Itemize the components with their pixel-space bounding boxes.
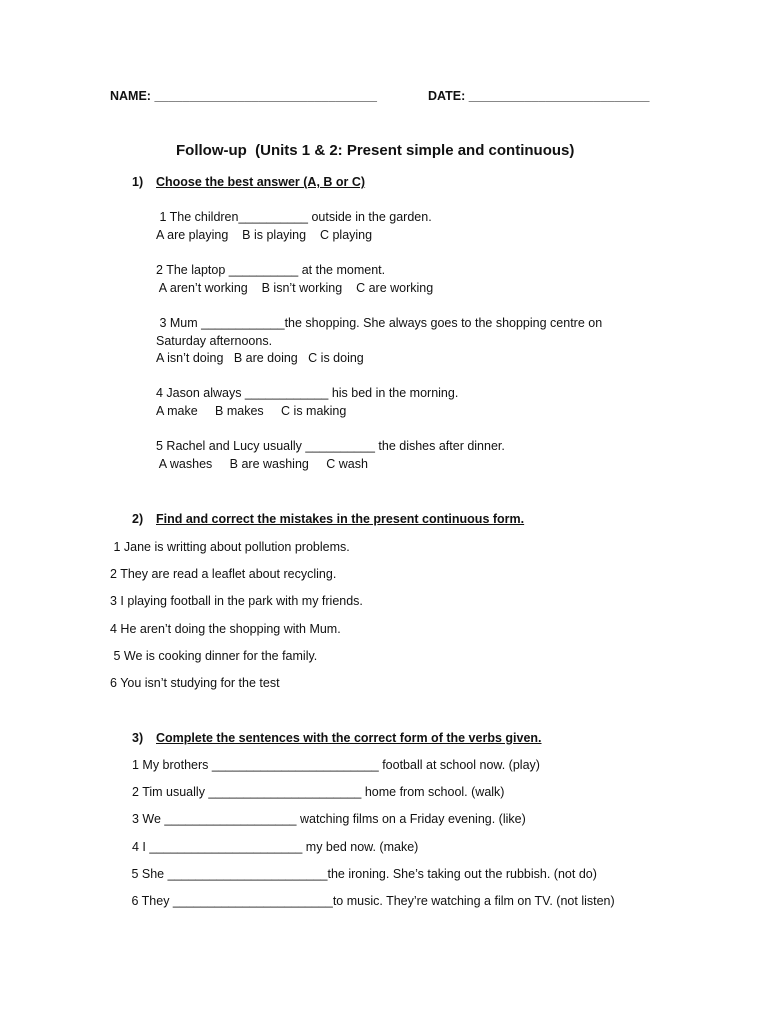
mistake-item: 2 They are read a leaflet about recycling.: [110, 567, 337, 581]
completion-item[interactable]: 4 I ______________________ my bed now. (make): [132, 840, 419, 854]
section3-instruction: Complete the sentences with the correct form of the verbs given.: [156, 731, 542, 745]
section2-number: 2): [132, 512, 144, 526]
mistake-item: 3 I playing football in the park with my friends.: [110, 594, 363, 608]
mistake-item: 4 He aren’t doing the shopping with Mum.: [110, 622, 341, 636]
completion-item[interactable]: 6 They _______________________to music. They’re watching a film on TV. (not listen): [128, 894, 615, 908]
question-4: 4 Jason always ____________ his bed in the morning.: [156, 386, 459, 400]
question-3-options[interactable]: A isn’t doing B are doing C is doing: [156, 351, 364, 365]
section1-number: 1): [132, 175, 144, 189]
question-2-options[interactable]: A aren’t working B isn’t working C are working: [156, 281, 434, 295]
date-field[interactable]: DATE: __________________________: [428, 89, 650, 103]
mistake-item: 1 Jane is writting about pollution problems.: [110, 540, 350, 554]
mistake-item: 6 You isn’t studying for the test: [110, 676, 280, 690]
section1-instruction: Choose the best answer (A, B or C): [156, 175, 366, 189]
page-title: Follow-up (Units 1 & 2: Present simple and continuous): [176, 142, 575, 159]
name-field[interactable]: NAME: ________________________________: [110, 89, 377, 103]
question-3: 3 Mum ____________the shopping. She always goes to the shopping centre on: [156, 316, 603, 330]
question-5: 5 Rachel and Lucy usually __________ the dishes after dinner.: [156, 439, 505, 453]
question-3-continued: Saturday afternoons.: [156, 334, 273, 348]
completion-item[interactable]: 3 We ___________________ watching films on a Friday evening. (like): [132, 812, 526, 826]
question-1: 1 The children__________ outside in the garden.: [156, 210, 432, 224]
mistake-item: 5 We is cooking dinner for the family.: [110, 649, 318, 663]
question-5-options[interactable]: A washes B are washing C wash: [156, 457, 368, 471]
question-4-options[interactable]: A make B makes C is making: [156, 404, 347, 418]
completion-item[interactable]: 5 She _______________________the ironing. She’s taking out the rubbish. (not do): [128, 867, 597, 881]
question-2: 2 The laptop __________ at the moment.: [156, 263, 386, 277]
completion-item[interactable]: 1 My brothers ________________________ football at school now. (play): [132, 758, 540, 772]
question-1-options[interactable]: A are playing B is playing C playing: [156, 228, 373, 242]
completion-item[interactable]: 2 Tim usually ______________________ home from school. (walk): [132, 785, 505, 799]
section3-number: 3): [132, 731, 144, 745]
section2-instruction: Find and correct the mistakes in the present continuous form.: [156, 512, 525, 526]
